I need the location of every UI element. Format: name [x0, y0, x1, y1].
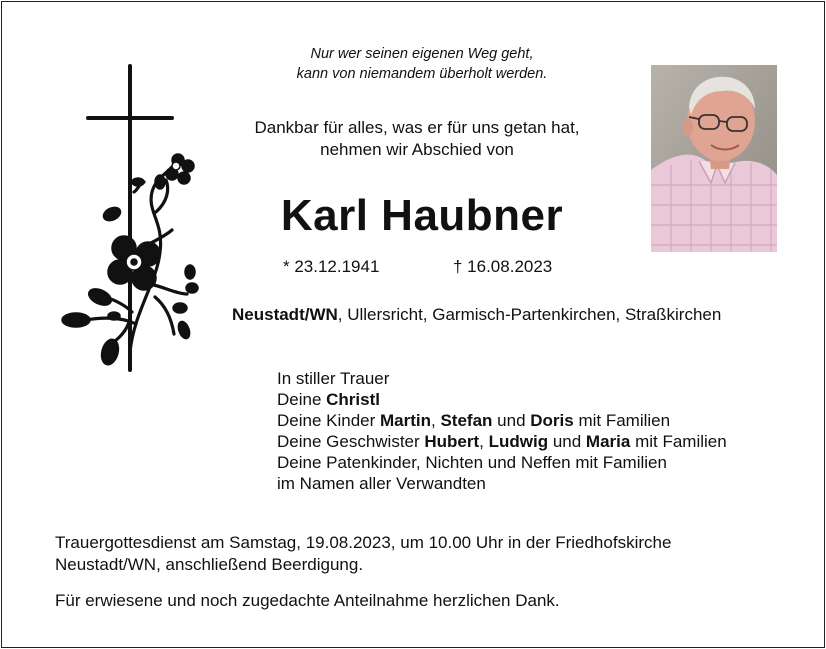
mourner-text: Deine Geschwister	[277, 432, 425, 451]
mourner-text: mit Familien	[630, 432, 727, 451]
intro-line: Dankbar für alles, was er für uns getan hat,	[254, 118, 580, 137]
cross-with-flowers-icon	[52, 62, 212, 374]
death-date: † 16.08.2023	[453, 257, 553, 276]
mourner-line	[277, 389, 727, 410]
thanks-note: Für erwiesene und noch zugedachte Anteilnahme herzlichen Dank.	[55, 591, 560, 610]
mourners-list	[277, 368, 727, 494]
quote-line: Nur wer seinen eigenen Weg geht,	[310, 46, 534, 62]
funeral-service-info	[55, 532, 671, 576]
intro-text	[217, 117, 617, 161]
birth-date: * 23.12.1941	[283, 257, 380, 276]
mourner-name: Maria	[585, 432, 631, 451]
mourner-name: Doris	[530, 411, 574, 430]
service-line: Neustadt/WN, anschließend Beerdigung.	[55, 555, 364, 574]
primary-place: Neustadt/WN	[232, 305, 338, 324]
mourner-line: im Namen aller Verwandten	[277, 474, 486, 493]
mourner-name: Martin	[380, 411, 432, 430]
deceased-name: Karl Haubner	[280, 191, 564, 240]
intro-line: nehmen wir Abschied von	[320, 140, 514, 159]
mourner-text: Deine Kinder	[277, 411, 381, 430]
mourners-heading: In stiller Trauer	[277, 369, 390, 388]
mourner-line	[277, 410, 727, 431]
mourner-text: mit Familien	[573, 411, 671, 430]
mourner-text: Deine	[277, 390, 327, 409]
other-places: , Ullersricht, Garmisch-Partenkirchen, Straßkirchen	[337, 305, 722, 324]
portrait-photo	[651, 65, 777, 252]
mourner-name: Hubert	[424, 432, 480, 451]
mourner-line	[277, 431, 727, 452]
obituary-card	[1, 1, 825, 648]
service-line: Trauergottesdienst am Samstag, 19.08.2023, um 10.00 Uhr in der Friedhofskirche	[55, 533, 672, 552]
mourner-line: Deine Patenkinder, Nichten und Neffen mit Familien	[277, 453, 667, 472]
mourner-name: Christl	[326, 390, 380, 409]
places-line	[232, 304, 721, 326]
mourner-text: und	[548, 432, 586, 451]
mourner-text: ,	[479, 432, 489, 451]
mourner-text: und	[492, 411, 531, 430]
memorial-quote	[222, 44, 622, 84]
quote-line: kann von niemandem überholt werden.	[296, 66, 548, 82]
mourner-name: Ludwig	[488, 432, 549, 451]
mourner-name: Stefan	[440, 411, 493, 430]
mourner-text: ,	[431, 411, 441, 430]
